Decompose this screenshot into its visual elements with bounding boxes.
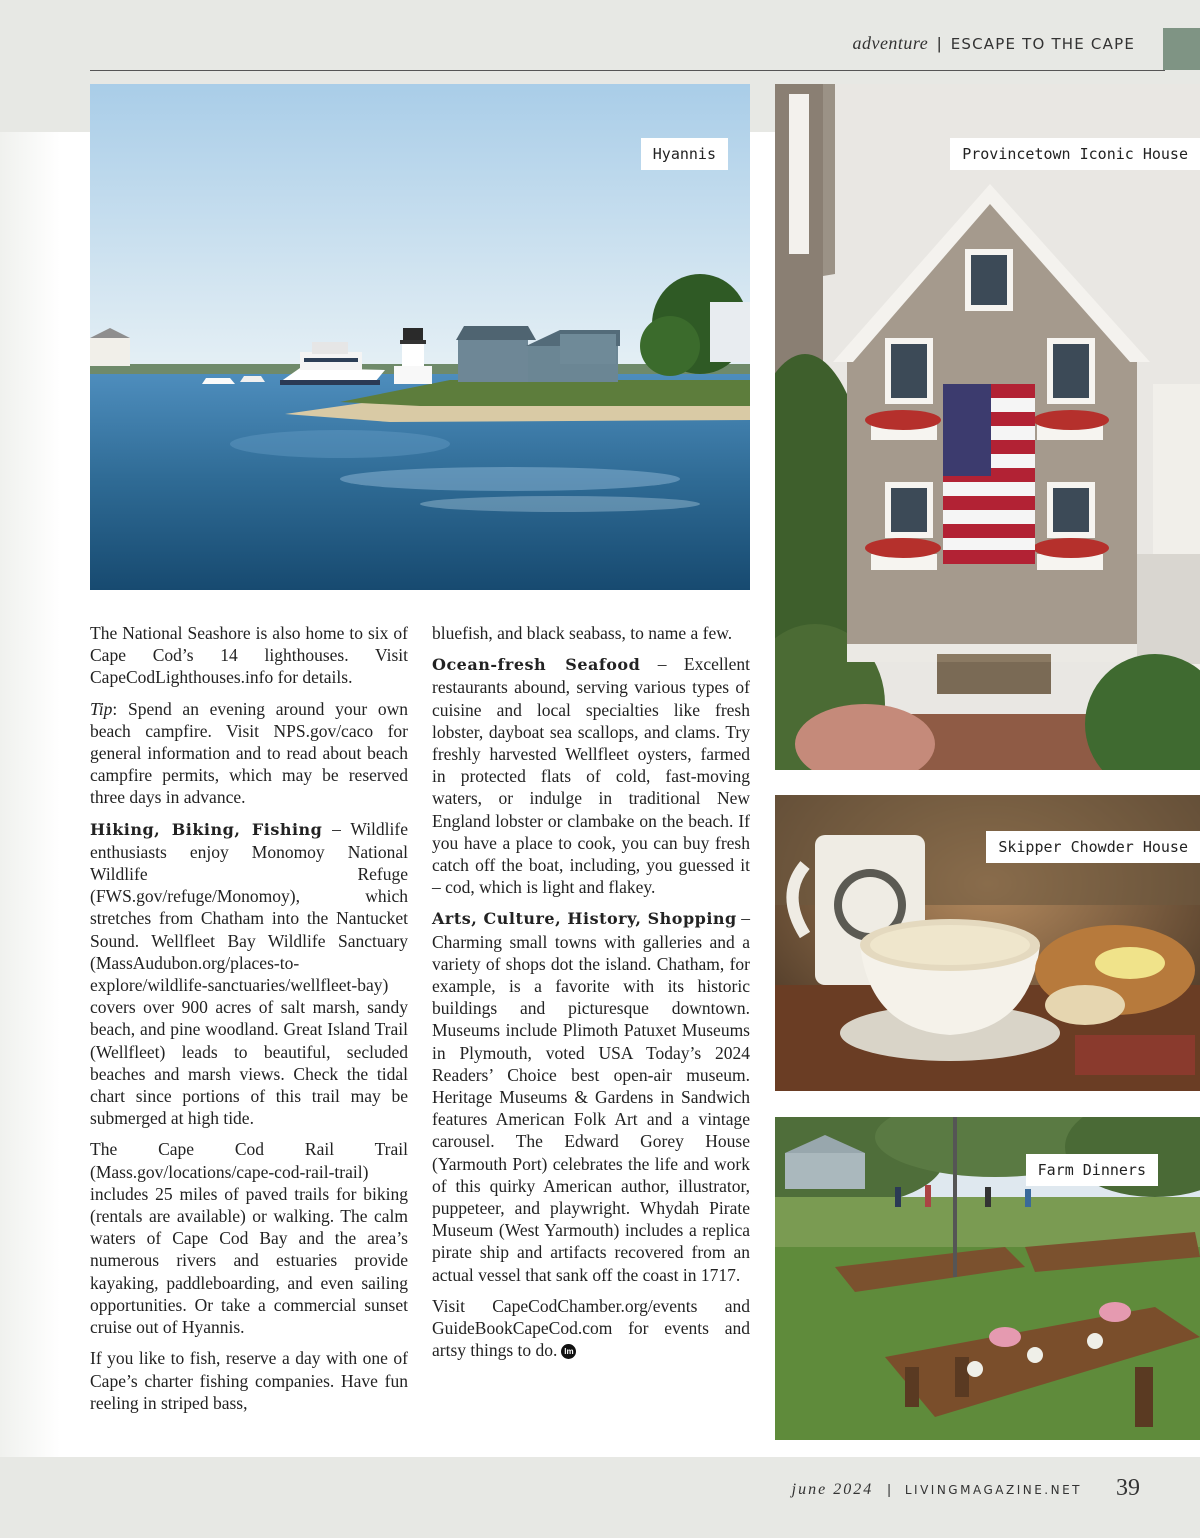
seafood-text: – Excellent restaurants abound, serving various types of cuisine and local specialties like fresh lobster, dayboat sea scallops, and clams. Try freshly harvested Wellfleet oysters, farmed in protected flats of cold, fast-moving waters, or indulge in traditional New England lobster or clambake on the beach. If you have a place to cook, you can buy fresh catch off the boat, including, you guessed it – cod, which is light and flakey. [432, 654, 751, 898]
paragraph-fishing-continued: bluefish, and black seabass, to name a few. [432, 623, 733, 643]
text-column-left [90, 622, 408, 1423]
header-color-tab [1163, 28, 1200, 70]
visit-text: Visit CapeCodChamber.org/events and GuideBookCapeCod.com for events and artsy things to do. [432, 1295, 750, 1361]
hiking-text: – Wildlife enthusiasts enjoy Monomoy National Wildlife Refuge (FWS.gov/refuge/Monomoy), which stretches from Chatham into the Nantucket Sound. Wellfleet Bay Wildlife Sanctuary (MassAudubon.org/places-to-explore/wildlife-sanctuaries/wellfleet-bay) covers over 900 acres of salt marsh, sandy beach, and pine woodland. Great Island Trail (Wellfleet) leads to beautiful, secluded beaches and marsh views. Check the tidal chart since portions of this trail may be submerged at high tide. [90, 818, 408, 1129]
american-flag [943, 384, 1035, 564]
paragraph-tip [90, 698, 408, 809]
photo-caption: Farm Dinners [1026, 1154, 1158, 1186]
photo-provincetown [775, 84, 1200, 770]
photo-caption: Hyannis [641, 138, 728, 170]
article-title: ESCAPE TO THE CAPE [950, 35, 1135, 53]
paragraph-lighthouses: The National Seashore is also home to six of Cape Cod’s 14 lighthouses. Visit CapeCodLighthouses.info for details. [90, 623, 408, 688]
provincetown-house-image [775, 84, 1200, 770]
photo-hyannis [90, 84, 750, 590]
photo-skipper-chowder-house [775, 795, 1200, 1091]
running-header [852, 33, 1135, 54]
subhead-seafood: Ocean-fresh Seafood [432, 655, 641, 675]
tip-label: Tip [90, 698, 113, 719]
text-column-right [432, 622, 750, 1371]
section-name: adventure [852, 33, 929, 53]
paragraph-fishing: If you like to fish, reserve a day with one of Cape’s charter fishing companies. Have fun reeling in striped bass, [90, 1348, 408, 1413]
magazine-website: LIVINGMAGAZINE.NET [904, 1483, 1082, 1497]
footer-separator: | [887, 1481, 891, 1497]
paragraph-seafood [432, 653, 750, 898]
header-separator: | [937, 34, 942, 53]
page-edge-shadow [0, 132, 60, 1457]
photo-farm-dinners [775, 1117, 1200, 1440]
arts-text: – Charming small towns with galleries and a variety of shops dot the island. Chatham, for example, is a favorite with its historic buildings and picturesque downtown. Museums include Plimoth Patuxet Museums in Plymouth, voted USA Today’s 2024 Readers’ Choice best open-air museum. Heritage Museums & Gardens in Sandwich features American Folk Art and a vintage carousel. The Edward Gorey House (Yarmouth Port) celebrates the life and work of this quirky American author, illustrator, puppeteer, and playwright. Whydah Pirate Museum (West Yarmouth) includes a replica pirate ship and artifacts recovered from an actual vessel that sank off the coast in 1717. [432, 908, 750, 1285]
header-rule [90, 70, 1165, 71]
page-footer [792, 1475, 1140, 1502]
photo-caption: Skipper Chowder House [986, 831, 1200, 863]
photo-caption: Provincetown Iconic House [950, 138, 1200, 170]
page-number: 39 [1116, 1475, 1140, 1501]
paragraph-hiking [90, 818, 408, 1130]
issue-date: june 2024 [791, 1481, 874, 1498]
tip-text: : Spend an evening around your own beach campfire. Visit NPS.gov/caco for general information and to read about beach campfire permits, which may be reserved three days in advance. [90, 698, 408, 808]
subhead-arts: Arts, Culture, History, Shopping [432, 909, 737, 929]
end-mark-icon: lm [561, 1344, 576, 1359]
paragraph-arts [432, 907, 750, 1285]
paragraph-rail-trail: The Cape Cod Rail Trail (Mass.gov/locations/cape-cod-rail-trail) includes 25 miles of paved trails for biking (rentals are available) or walking. The calm waters of Cape Cod Bay and the area’s numerous rivers and estuaries provide kayaking, paddleboarding, and even sailing opportunities. Or take a commercial sunset cruise out of Hyannis. [90, 1139, 408, 1338]
subhead-hiking: Hiking, Biking, Fishing [90, 819, 323, 839]
paragraph-visit [432, 1295, 750, 1362]
